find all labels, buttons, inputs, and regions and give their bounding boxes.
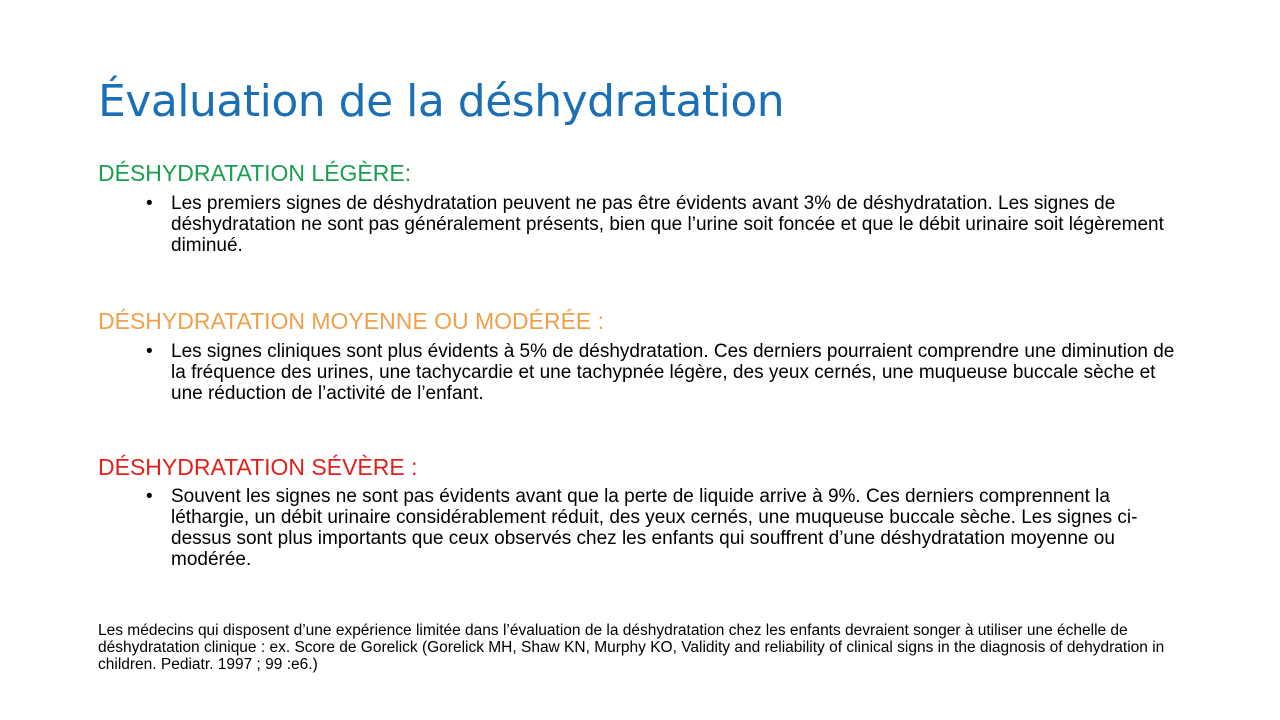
bullet-text: Les premiers signes de déshydratation peuvent ne pas être évidents avant 3% de déshydratation. Les signes de déshydratation ne sont pas généralement présents, bien que l’urine soit foncée et que le débit urinaire soit légèrement diminué. (171, 193, 1164, 256)
slide-title: Évaluation de la déshydratation (98, 76, 785, 127)
bullet-text: Les signes cliniques sont plus évidents à 5% de déshydratation. Ces derniers pourraient comprendre une diminution de la fréquence des urines, une tachycardie et une tachypnée légère, des yeux cernés, une muqueuse buccale sèche et une réduction de l’activité de l’enfant. (171, 341, 1175, 404)
footnote-reference: Les médecins qui disposent d’une expérience limitée dans l’évaluation de la déshydratation chez les enfants devraient songer à utiliser une échelle de déshydratation clinique : ex. Score de Gorelick (Gorelick MH, Shaw KN, Murphy KO, Validity and reliability of clinical signs in the diagnosis of dehydration in children. Pediatr. 1997 ; 99 :e6.) (98, 622, 1165, 673)
heading-severe-dehydration: DÉSHYDRATATION SÉVÈRE : (98, 454, 418, 480)
bullet-text: Souvent les signes ne sont pas évidents avant que la perte de liquide arrive à 9%. Ces derniers comprennent la léthargie, un débit urinaire considérablement réduit, des yeux cernés, une muqueuse buccale sèche. Les signes ci-dessus sont plus importants que ceux observés chez les enfants qui souffrent d’une déshydratation moyenne ou modérée. (171, 486, 1138, 570)
bullet-dot-icon: • (146, 341, 153, 362)
bullet-dot-icon: • (146, 486, 153, 507)
bullet-dot-icon: • (146, 193, 153, 214)
bullet-mild-dehydration (146, 193, 1176, 256)
heading-mild-dehydration: DÉSHYDRATATION LÉGÈRE: (98, 160, 412, 186)
bullet-severe-dehydration (146, 486, 1176, 570)
bullet-moderate-dehydration (146, 341, 1176, 404)
heading-moderate-dehydration: DÉSHYDRATATION MOYENNE OU MODÉRÉE : (98, 308, 605, 334)
